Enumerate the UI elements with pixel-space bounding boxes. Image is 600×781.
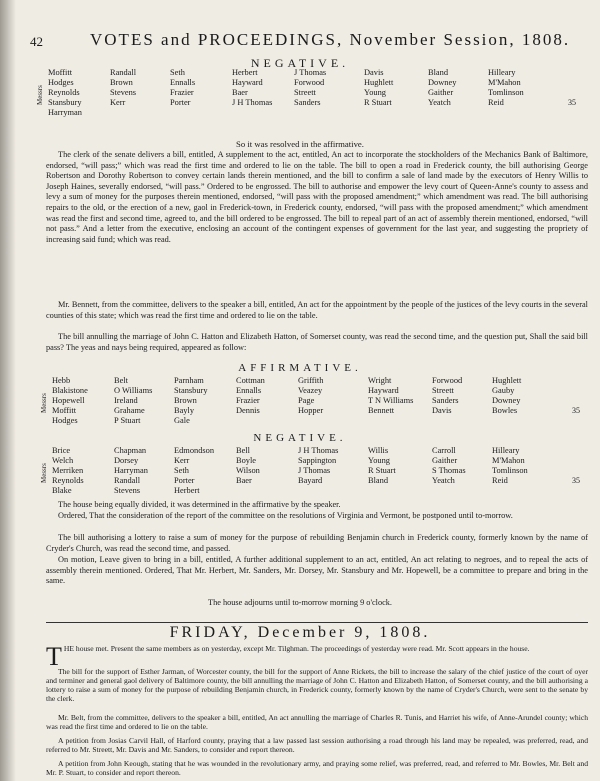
member-name: Kerr [174, 456, 190, 465]
page-header [30, 30, 580, 52]
member-name: Forwood [294, 78, 325, 87]
member-name: Randall [110, 68, 137, 77]
vote-column [110, 68, 136, 108]
member-name: Blake [52, 486, 72, 495]
member-name: Gaither [432, 456, 458, 465]
member-name: Hodges [52, 416, 78, 425]
vote-column [48, 68, 82, 118]
member-name: J Thomas [298, 466, 331, 475]
messrs-label: Messrs [36, 85, 44, 105]
member-name: Stansbury [48, 98, 82, 107]
vote-count: 35 [568, 98, 576, 107]
member-name: Young [368, 456, 390, 465]
member-name: Forwood [432, 376, 463, 385]
member-name: Yeatch [432, 476, 455, 485]
member-name: Carroll [432, 446, 456, 455]
member-name: Randall [114, 476, 141, 485]
member-name: R Stuart [364, 98, 392, 107]
member-name: Bland [428, 68, 449, 77]
member-name: Hebb [52, 376, 71, 385]
member-name: Hughlett [492, 376, 522, 385]
vote-column [492, 446, 528, 486]
member-name: Tomlinson [488, 88, 524, 97]
paragraph-adjourns-text: The house adjourns until to-morrow morning 9 o'clock. [208, 598, 392, 607]
member-name: Wilson [236, 466, 260, 475]
member-name: Reid [492, 476, 508, 485]
member-name: Veazey [298, 386, 323, 395]
paragraph-motion [46, 555, 588, 587]
vote-column [492, 376, 521, 416]
member-name: Stevens [114, 486, 141, 495]
scan-edge-shadow [0, 0, 16, 781]
member-name: J Thomas [294, 68, 327, 77]
paragraph-hatton: The bill annulling the marriage of John C. Hatton and Elizabeth Hatton, of Somerset county, was read the second time, and the question put, Shall the said bill pass? The yeas and nays being required, appeared as follow: [46, 332, 588, 352]
member-name: Chapman [114, 446, 147, 455]
negative-heading-1: NEGATIVE. [250, 56, 350, 70]
member-name: Dorsey [114, 456, 139, 465]
member-name: Blakistone [52, 386, 88, 395]
member-name: Seth [170, 68, 185, 77]
negative-vote-list-2 [40, 446, 582, 496]
vote-column [236, 446, 260, 486]
member-name: Gauby [492, 386, 515, 395]
member-name: J H Thomas [298, 446, 339, 455]
member-name: Streett [432, 386, 454, 395]
member-name: Downey [492, 396, 521, 405]
member-name: Edmondson [174, 446, 215, 455]
affirmative-heading: AFFIRMATIVE. [238, 362, 362, 374]
member-name: Kerr [110, 98, 126, 107]
member-name: Bayard [298, 476, 323, 485]
member-name: Frazier [236, 396, 260, 405]
member-name: P Stuart [114, 416, 141, 425]
member-name: Bell [236, 446, 250, 455]
member-name: Hopper [298, 406, 324, 415]
member-name: Wright [368, 376, 392, 385]
member-name: Baer [232, 88, 248, 97]
member-name: Brown [110, 78, 133, 87]
vote-column [232, 68, 272, 108]
paragraph-jarman: The bill for the support of Esther Jarman, of Worcester county, the bill for the support of Anne Rickets, the bill to increase the salary of the chief justice of the court of oyer and terminer and general gaol delivery of Baltimore county, the bill annulling the marriage of John C. Hatton and Elizabeth Hatton, of Somerset county, and the bill authorising a lottery to raise a sum of money for the purpose of rebuilding Benjamin church, in Frederick county, formerly known by the name of Cryder's Church, were sent to the senate by the clerk. [46, 667, 588, 703]
member-name: O Williams [114, 386, 153, 395]
paragraph-belt: Mr. Belt, from the committee, delivers to the speaker a bill, entitled, An act annulling the marriage of Charles R. Tunis, and Harriet his wife, of Anne-Arundel county; which was read the first time and ordered to lie on the table. [46, 713, 588, 731]
vote-column [364, 68, 393, 108]
member-name: Welch [52, 456, 74, 465]
paragraph-bennett: Mr. Bennett, from the committee, delivers to the speaker a bill, entitled, An act for the appointment by the people of the justices of the levy courts in the several counties of this state; which was read the first time and ordered to lie on the table. [46, 300, 588, 320]
resolved-line: So it was resolved in the affirmative. [236, 139, 364, 149]
member-name: Baer [236, 476, 252, 485]
drop-cap: T [46, 642, 62, 671]
member-name: Yeatch [428, 98, 451, 107]
vote-count: 35 [572, 406, 580, 415]
paragraph-lottery [46, 533, 588, 554]
member-name: Moffitt [52, 406, 77, 415]
member-name: Downey [428, 78, 457, 87]
paragraph-motion-text: On motion, Leave given to bring in a bill, entitled, A further additional supplement to an act, entitled, An act relating to negroes, and to repeal the acts of assembly therein mentioned. Ordered, That Mr. Herbert, Mr. Sanders, Mr. Dorsey, Mr. Stansbury and Mr. Hopewell, be a committee to prepare and bring in the same. [46, 555, 588, 586]
member-name: Davis [364, 68, 384, 77]
member-name: Streett [294, 88, 316, 97]
vote-column [114, 376, 152, 426]
member-name: J H Thomas [232, 98, 273, 107]
vote-column [428, 68, 456, 108]
vote-column [368, 446, 396, 486]
member-name: Hayward [368, 386, 399, 395]
member-name: S Thomas [432, 466, 466, 475]
paragraph-petition-hall: A petition from Josias Carvil Hall, of Harford county, praying that a law passed last session authorising a road through his land may be repealed, was preferred, read, and referred to Mr. Streett, Mr. Davis and Mr. Sanders, to consider and report thereon. [46, 736, 588, 754]
messrs-label: Messrs [40, 463, 48, 483]
member-name: Porter [174, 476, 195, 485]
member-name: Reid [488, 98, 504, 107]
member-name: Brown [174, 396, 197, 405]
member-name: Page [298, 396, 315, 405]
member-name: Hopewell [52, 396, 85, 405]
member-name: Herbert [232, 68, 258, 77]
member-name: Bayly [174, 406, 195, 415]
paragraph-divided-text [46, 500, 588, 511]
member-name: M'Mahon [492, 456, 525, 465]
affirmative-vote-list [40, 376, 582, 426]
member-name: Hayward [232, 78, 263, 87]
vote-column [432, 376, 462, 416]
member-name: Gale [174, 416, 190, 425]
vote-column [368, 376, 413, 416]
paragraph-house-met: THE house met. Present the same members as on yesterday, except Mr. Tilghman. The proceedings of yesterday were read. Mr. Scott appears in the house. [46, 642, 530, 671]
vote-column [488, 68, 524, 108]
member-name: Boyle [236, 456, 257, 465]
negative-heading-2: NEGATIVE. [253, 432, 347, 444]
member-name: Sanders [432, 396, 459, 405]
member-name: Seth [174, 466, 189, 475]
member-name: Merriken [52, 466, 84, 475]
member-name: Brice [52, 446, 71, 455]
member-name: Hilleary [492, 446, 520, 455]
section-rule-top [46, 622, 588, 623]
vote-column [52, 446, 84, 496]
vote-column [298, 376, 323, 416]
member-name: Herbert [174, 486, 200, 495]
member-name: Hodges [48, 78, 74, 87]
vote-column [432, 446, 466, 486]
messrs-label: Messrs [40, 393, 48, 413]
member-name: Young [364, 88, 386, 97]
member-name: Willis [368, 446, 389, 455]
vote-column [114, 446, 148, 496]
paragraph-ordered-text: Ordered, That the consideration of the report of the committee on the resolutions of Virginia and Vermont, be postponed until to-morrow. [58, 511, 513, 520]
page-number: 42 [30, 34, 43, 49]
member-name: Reynolds [52, 476, 84, 485]
friday-heading: FRIDAY, December 9, 1808. [169, 624, 431, 641]
member-name: Bennett [368, 406, 395, 415]
member-name: Belt [114, 376, 128, 385]
member-name: Tomlinson [492, 466, 528, 475]
member-name: Bland [368, 476, 389, 485]
member-name: Stevens [110, 88, 137, 97]
member-name: Porter [170, 98, 191, 107]
member-name: T N Williams [368, 396, 414, 405]
member-name: Parnham [174, 376, 204, 385]
member-name: Bowles [492, 406, 518, 415]
member-name: Griffith [298, 376, 324, 385]
member-name: R Stuart [368, 466, 396, 475]
vote-column [52, 376, 88, 426]
member-name: M'Mahon [488, 78, 521, 87]
member-name: Dennis [236, 406, 260, 415]
vote-column [294, 68, 326, 108]
vote-column [170, 68, 195, 108]
vote-column [174, 376, 208, 426]
member-name: Stansbury [174, 386, 208, 395]
member-name: Sanders [294, 98, 321, 107]
member-name: Frazier [170, 88, 194, 97]
member-name: Davis [432, 406, 452, 415]
vote-column [174, 446, 214, 496]
paragraph-petition-keough: A petition from John Keough, stating that he was wounded in the revolutionary army, and praying some relief, was preferred, read, and referred to Mr. Bowles, Mr. Belt and Mr. P. Stuart, to consider and report thereon. [46, 759, 588, 777]
page-title: VOTES and PROCEEDINGS, November Session, 1808. [90, 30, 571, 49]
paragraph-adjourns [0, 598, 600, 609]
member-name: Hilleary [488, 68, 516, 77]
paragraph-lottery-text: The bill authorising a lottery to raise a sum of money for the purpose of rebuilding Benjamin church in Frederick county, formerly known by the name of Cryder's Church, was read the second time, and passed. [46, 533, 588, 553]
vote-column [298, 446, 338, 486]
member-name: Ireland [114, 396, 138, 405]
member-name: Sappington [298, 456, 337, 465]
member-name: Ennalls [236, 386, 262, 395]
vote-column [236, 376, 265, 416]
member-name: Gaither [428, 88, 454, 97]
member-name: Harryman [114, 466, 148, 475]
paragraph-divided-text-text: The house being equally divided, it was determined in the affirmative by the speaker. [58, 500, 341, 509]
paragraph-clerk: The clerk of the senate delivers a bill, entitled, A supplement to the act, entitled, An act to incorporate the stockholders of the Mechanics Bank of Baltimore, endorsed, “will pass;” which was read the first time and ordered to lie on the table. The bill to open a road in Frederick county, the bill authorising George Robertson and Dorothy Robertson to convey certain lands therein mentioned, and the bill to confirm a sale of land made by the executors of Henry Willis to Joseph Haines, severally endorsed, “will pass.” Ordered to be engrossed. The bill to authorise and empower the levy court of Queen-Anne's county to assess and levy a sum of money for the purposes therein mentioned, endorsed, “will pass with the proposed amendment;” which amendment was read. The bill authorising repairs to the old, or the erection of a new, gaol in Frederick-town, in Frederick county, endorsed, “will pass with the proposed amendment;” which amendment was read the first and second time, agreed to, and the bill ordered to be engrossed. The bill to repeal part of an act of assembly therein mentioned, endorsed, “will not pass.” And a letter from the executive, enclosing an account of the contingent expenses of government for the last year, and suggesting the propriety of increasing said fund; which was read. [46, 150, 588, 244]
member-name: Moffitt [48, 68, 73, 77]
member-name: Ennalls [170, 78, 196, 87]
member-name: Hughlett [364, 78, 394, 87]
negative-vote-list-1 [36, 68, 578, 120]
member-name: Grahame [114, 406, 145, 415]
member-name: Harryman [48, 108, 82, 117]
member-name: Reynolds [48, 88, 80, 97]
member-name: Cottman [236, 376, 265, 385]
paragraph-ordered [46, 511, 588, 522]
vote-count: 35 [572, 476, 580, 485]
